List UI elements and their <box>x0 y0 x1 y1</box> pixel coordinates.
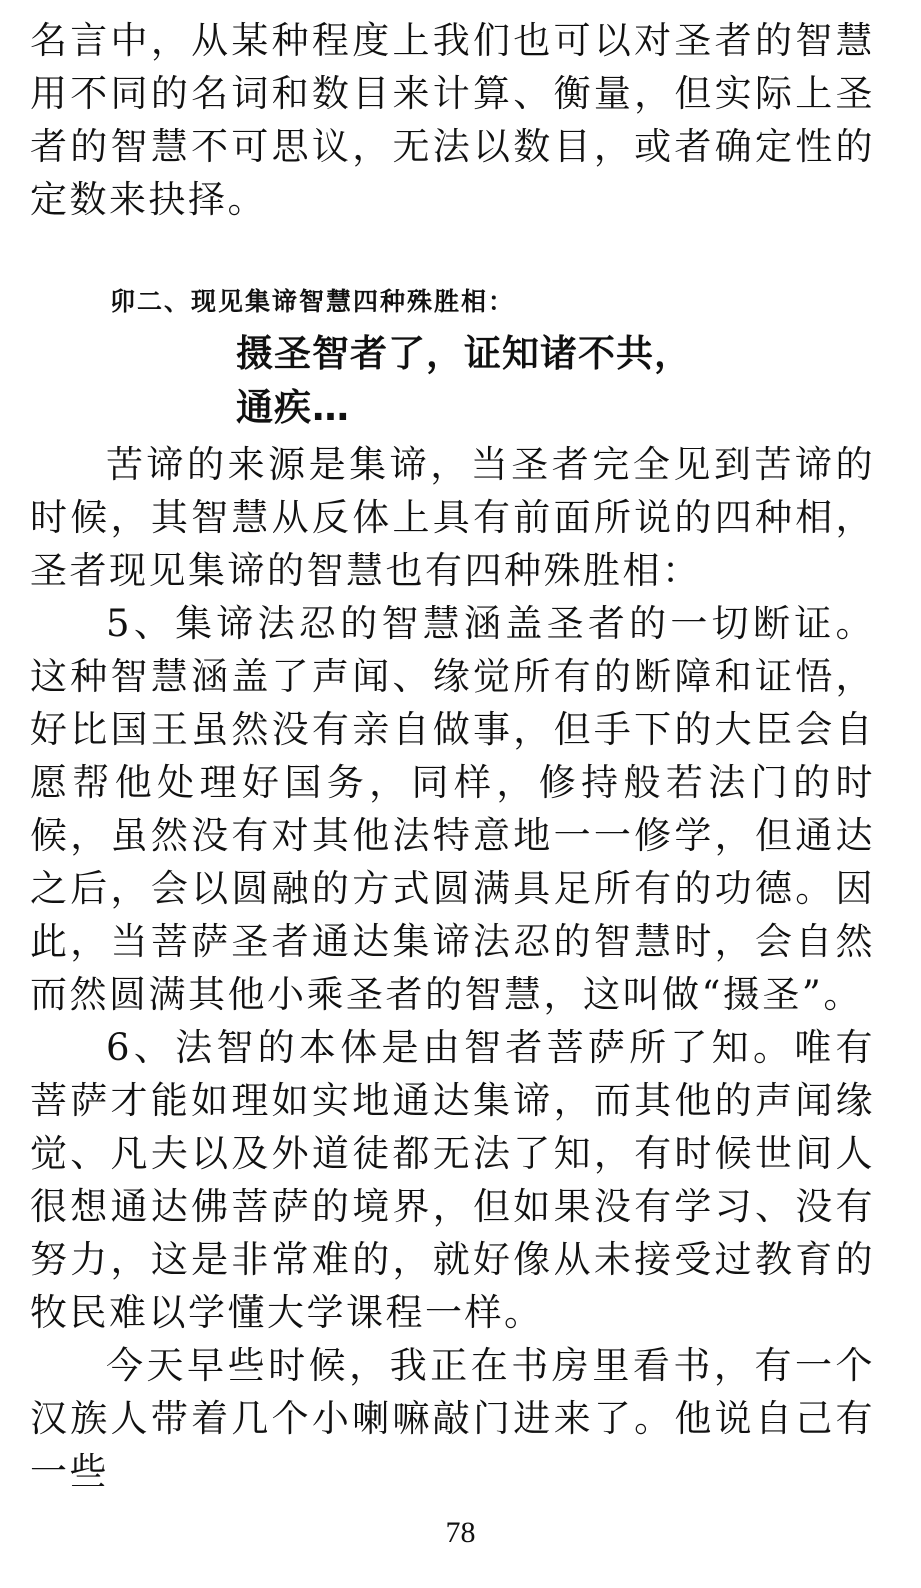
verse-line-1: 摄圣智者了，证知诸不共， <box>236 332 692 375</box>
verse-line-2: 通疾… <box>236 386 350 429</box>
body-paragraph-4: 今天早些时候，我正在书房里看书，有一个汉族人带着几个小喇嘛敲门进来了。他说自己有一些 <box>30 1344 875 1493</box>
page-number: 78 <box>445 1516 476 1549</box>
body-paragraph-1: 苦谛的来源是集谛，当圣者完全见到苦谛的时候，其智慧从反体上具有前面所说的四种相，圣者现见集谛的智慧也有四种殊胜相： <box>30 443 875 592</box>
body-paragraph-3: 6、法智的本体是由智者菩萨所了知。唯有菩萨才能如理如实地通达集谛，而其他的声闻缘觉、凡夫以及外道徒都无法了知，有时候世间人很想通达佛菩萨的境界，但如果没有学习、没有努力，这是非常难的，就好像从未接受过教育的牧民难以学懂大学课程一样。 <box>30 1026 875 1334</box>
body-paragraph-2: 5、集谛法忍的智慧涵盖圣者的一切断证。这种智慧涵盖了声闻、缘觉所有的断障和证悟，好比国王虽然没有亲自做事，但手下的大臣会自愿帮他处理好国务，同样，修持般若法门的时候，虽然没有对其他法特意地一一修学，但通达之后，会以圆融的方式圆满具足所有的功德。因此，当菩萨圣者通达集谛法忍的智慧时，会自然而然圆满其他小乘圣者的智慧，这叫做“摄圣”。 <box>30 602 875 1016</box>
continuation-paragraph: 名言中，从某种程度上我们也可以对圣者的智慧用不同的名词和数目来计算、衡量，但实际上圣者的智慧不可思议，无法以数目，或者确定性的定数来抉择。 <box>30 19 875 221</box>
section-heading: 卯二、现见集谛智慧四种殊胜相： <box>110 287 516 316</box>
